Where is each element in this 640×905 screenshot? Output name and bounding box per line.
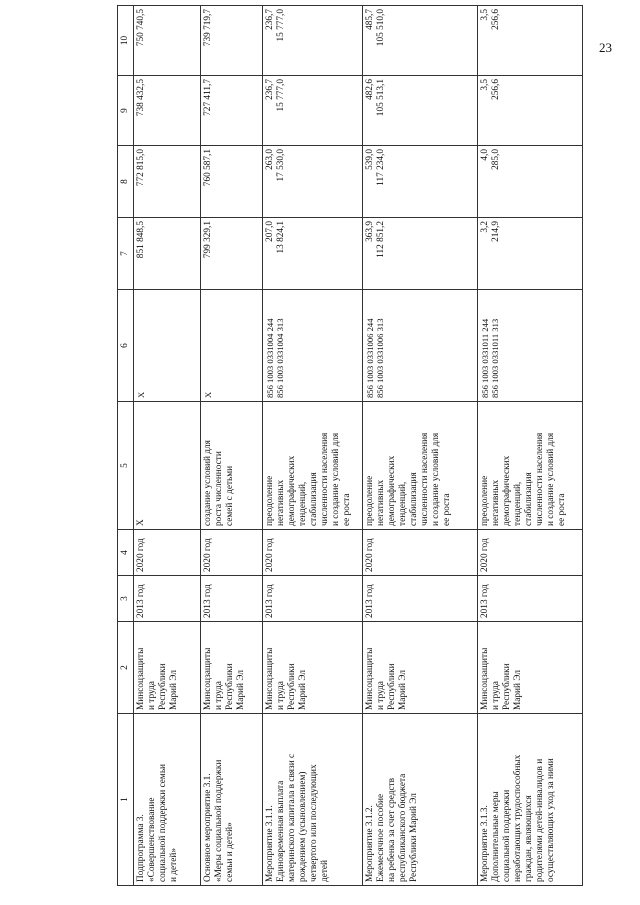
- amount-cell: 772 815,0: [134, 146, 201, 218]
- amount-cell: 482,6 105 513,1: [363, 76, 478, 146]
- table-row: [263, 6, 363, 886]
- table-row: [363, 6, 478, 886]
- amount-cell: 263,0 17 530,0: [263, 146, 363, 218]
- start-year-cell: 2013 год: [478, 576, 583, 622]
- measure-name-cell: Подпрограмма 3. «Совершенствование социальной поддержки семьи и детей»: [134, 714, 201, 886]
- start-year-cell: 2013 год: [363, 576, 478, 622]
- measure-name-cell: Мероприятие 3.1.1. Единовременная выплата материнского капитала в связи с рождением (усыновлением) четвертого или последующих детей: [263, 714, 363, 886]
- amount-cell: 727 411,7: [201, 76, 263, 146]
- executor-cell: Минсоцзащиты и труда Республики Марий Эл: [134, 622, 201, 714]
- budget-code-cell: X: [201, 290, 263, 402]
- column-header: 1: [118, 714, 134, 886]
- result-cell: преодоление негативных демографических тенденций, стабилизация численности населения и создание условий для ее роста: [478, 402, 583, 530]
- amount-cell: 739 719,7: [201, 6, 263, 76]
- end-year-cell: 2020 год: [478, 530, 583, 576]
- amount-cell: 485,7 105 510,0: [363, 6, 478, 76]
- executor-cell: Минсоцзащиты и труда Республики Марий Эл: [201, 622, 263, 714]
- column-header: 3: [118, 576, 134, 622]
- table-row: [201, 6, 263, 886]
- start-year-cell: 2013 год: [201, 576, 263, 622]
- amount-cell: 363,9 112 851,2: [363, 218, 478, 290]
- rotated-page-content: [117, 6, 640, 886]
- amount-cell: 207,0 13 824,1: [263, 218, 363, 290]
- amount-cell: 738 432,5: [134, 76, 201, 146]
- measure-name-cell: Мероприятие 3.1.3. Дополнительные меры социальной поддержки неработающих трудоспособных граждан, являющихся родителями детей-инвалидов и осуществляющих уход за ними: [478, 714, 583, 886]
- result-cell: преодоление негативных демографических тенденций, стабилизация численности населения и создание условий для ее роста: [363, 402, 478, 530]
- budget-code-cell: 856 1003 0331004 244 856 1003 0331004 313: [263, 290, 363, 402]
- budget-code-cell: 856 1003 0331011 244 856 1003 0331011 313: [478, 290, 583, 402]
- amount-cell: 851 848,5: [134, 218, 201, 290]
- amount-cell: 4,0 285,0: [478, 146, 583, 218]
- column-number-row: [118, 6, 134, 886]
- end-year-cell: 2020 год: [201, 530, 263, 576]
- column-header: 7: [118, 218, 134, 290]
- table-row: [134, 6, 201, 886]
- start-year-cell: 2013 год: [263, 576, 363, 622]
- amount-cell: 760 587,1: [201, 146, 263, 218]
- end-year-cell: 2020 год: [363, 530, 478, 576]
- budget-code-cell: X: [134, 290, 201, 402]
- column-header: 10: [118, 6, 134, 76]
- amount-cell: 3,5 256,6: [478, 6, 583, 76]
- end-year-cell: 2020 год: [263, 530, 363, 576]
- amount-cell: 236,7 15 777,0: [263, 6, 363, 76]
- amount-cell: 539,0 117 234,0: [363, 146, 478, 218]
- program-table: [117, 5, 583, 886]
- executor-cell: Минсоцзащиты и труда Республики Марий Эл: [263, 622, 363, 714]
- table-row: [478, 6, 583, 886]
- column-header: 6: [118, 290, 134, 402]
- column-header: 9: [118, 76, 134, 146]
- result-cell: создание условий для роста численности семей с детьми: [201, 402, 263, 530]
- amount-cell: 3,5 256,6: [478, 76, 583, 146]
- amount-cell: 799 329,1: [201, 218, 263, 290]
- start-year-cell: 2013 год: [134, 576, 201, 622]
- column-header: 2: [118, 622, 134, 714]
- result-cell: преодоление негативных демографических тенденций, стабилизация численности населения и создание условий для ее роста: [263, 402, 363, 530]
- column-header: 5: [118, 402, 134, 530]
- end-year-cell: 2020 год: [134, 530, 201, 576]
- column-header: 8: [118, 146, 134, 218]
- amount-cell: 236,7 15 777,0: [263, 76, 363, 146]
- amount-cell: 3,2 214,9: [478, 218, 583, 290]
- executor-cell: Минсоцзащиты и труда Республики Марий Эл: [363, 622, 478, 714]
- budget-code-cell: 856 1003 0331006 244 856 1003 0331006 313: [363, 290, 478, 402]
- executor-cell: Минсоцзащиты и труда Республики Марий Эл: [478, 622, 583, 714]
- page-number: 23: [599, 40, 612, 55]
- column-header: 4: [118, 530, 134, 576]
- measure-name-cell: Основное мероприятие 3.1. «Меры социальной поддержки семьи и детей»: [201, 714, 263, 886]
- result-cell: X: [134, 402, 201, 530]
- measure-name-cell: Мероприятие 3.1.2. Ежемесячное пособие на ребенка за счет средств республиканского бюджета Республики Марий Эл: [363, 714, 478, 886]
- amount-cell: 750 740,5: [134, 6, 201, 76]
